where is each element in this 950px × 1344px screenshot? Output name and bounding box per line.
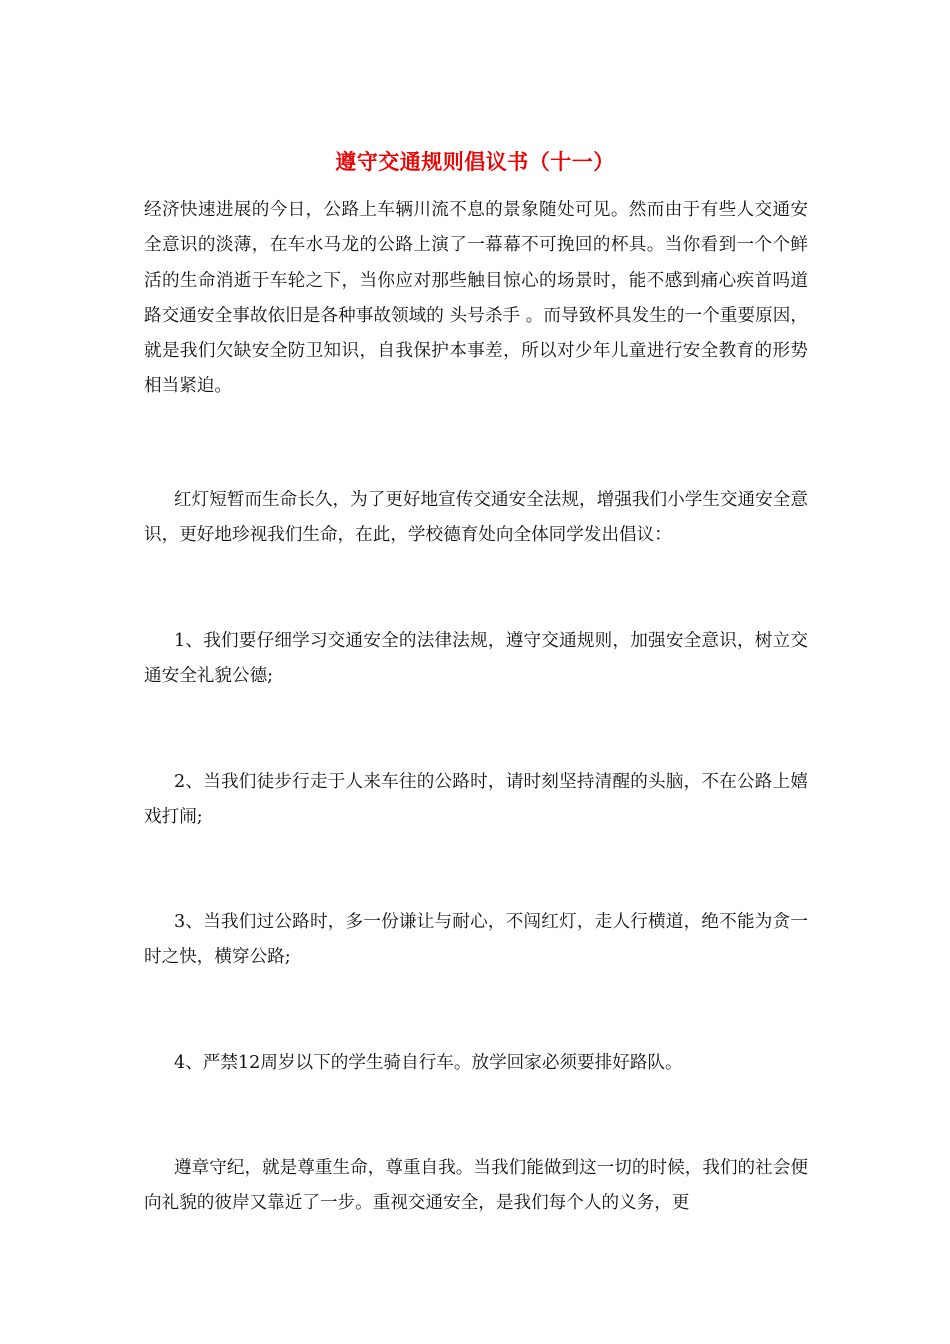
paragraph-item-4: 4、严禁12周岁以下的学生骑自行车。放学回家必须要排好路队。	[174, 1053, 683, 1073]
paragraph-conclusion: 遵章守纪，就是尊重生命，尊重自我。当我们能做到这一切的时候，我们的社会便向礼貌的彼岸又靠近了一步。重视交通安全，是我们每个人的义务，更	[144, 1158, 808, 1214]
paragraph-intro: 经济快速进展的今日，公路上车辆川流不息的景象随处可见。然而由于有些人交通安全意识的淡薄，在车水马龙的公路上演了一幕幕不可挽回的杯具。当你看到一个个鲜活的生命消逝于车轮之下，当你应对那些触目惊心的场景时，能不感到痛心疾首吗道路交通安全事故依旧是各种事故领域的 头号杀手 。而导致杯具发生的一个重要原因，就是我们欠缺安全防卫知识，自我保护本事差，所以对少年儿童进行安全教育的形势相当紧迫。	[144, 200, 808, 397]
paragraph-item-2: 2、当我们徒步行走于人来车往的公路时，请时刻坚持清醒的头脑，不在公路上嬉戏打闹;	[144, 772, 808, 828]
document-title: 遵守交通规则倡议书（十一）	[335, 149, 615, 174]
paragraph-item-1: 1、我们要仔细学习交通安全的法律法规，遵守交通规则，加强安全意识，树立交通安全礼貌公德;	[144, 631, 808, 687]
paragraph-initiative: 红灯短暂而生命长久，为了更好地宣传交通安全法规，增强我们小学生交通安全意识，更好地珍视我们生命，在此，学校德育处向全体同学发出倡议：	[144, 490, 808, 546]
paragraph-item-3: 3、当我们过公路时，多一份谦让与耐心，不闯红灯，走人行横道，绝不能为贪一时之快，横穿公路;	[144, 912, 808, 968]
